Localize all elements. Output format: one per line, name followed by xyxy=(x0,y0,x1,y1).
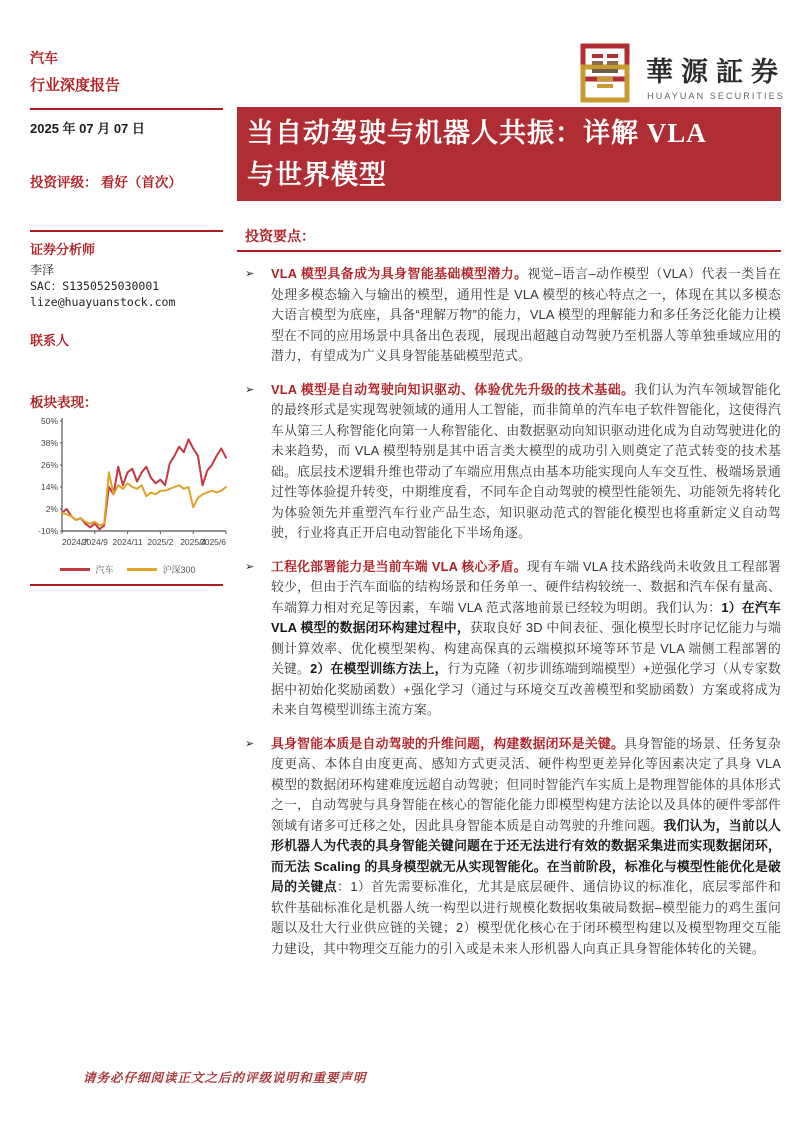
analyst-email: lize@huayuanstock.com xyxy=(30,295,176,309)
legend-label: 沪深300 xyxy=(162,565,196,575)
bullet-text: VLA 模型具备成为具身智能基础模型潜力。视觉–语言–动作模型（VLA）代表一类旨在处理多模态输入与输出的模型，通用性是 VLA 模型的核心特点之一，体现在其以多模态大语言模型为底座，具备“理解万物”的能力，VLA 模型的理解能力和多任务泛化能力让模型在不同的应用场景中具备出色表现，展现出超越自动驾驶乃至机器人等单独垂域应用的潜力，有望成为广义具身智能基础模型范式。 xyxy=(271,266,782,363)
brand-name-cn: 華源証券 xyxy=(646,57,786,87)
svg-text:2025/2: 2025/2 xyxy=(147,537,174,547)
report-title: 当自动驾驶与机器人共振：详解 VLA 与世界模型 xyxy=(247,118,707,190)
footer-disclaimer: 请务必仔细阅读正文之后的评级说明和重要声明 xyxy=(83,1071,367,1085)
bullet-arrow-icon: ➢ xyxy=(245,560,255,573)
bullet-arrow-icon: ➢ xyxy=(245,737,255,750)
svg-text:50%: 50% xyxy=(40,416,58,426)
company-logo xyxy=(578,42,786,109)
chart-legend xyxy=(30,563,226,576)
contact-section-title: 联系人 xyxy=(30,333,70,348)
sidebar-divider xyxy=(30,584,223,586)
brand-name-en: HUAYUAN SECURITIES xyxy=(647,91,785,101)
analyst-section-title: 证券分析师 xyxy=(30,242,96,257)
highlights-bullet-list xyxy=(245,264,781,972)
bullet-arrow-icon: ➢ xyxy=(245,268,255,280)
sector-performance-title: 板块表现： xyxy=(30,395,98,410)
svg-text:26%: 26% xyxy=(40,460,58,470)
svg-text:2025/6: 2025/6 xyxy=(200,537,226,547)
report-type-label: 行业深度报告 xyxy=(30,78,121,94)
rating-value: 看好（首次） xyxy=(100,175,182,190)
legend-item xyxy=(127,563,195,576)
legend-label: 汽车 xyxy=(95,565,114,575)
svg-text:38%: 38% xyxy=(40,438,58,448)
sidebar-divider xyxy=(30,108,223,110)
sidebar-divider xyxy=(30,230,223,232)
line-chart xyxy=(28,413,230,563)
investment-rating xyxy=(30,171,182,191)
svg-text:2024/9: 2024/9 xyxy=(81,537,108,547)
svg-text:2025/4: 2025/4 xyxy=(180,537,207,547)
svg-text:2024/7: 2024/7 xyxy=(62,537,88,547)
highlight-bullet xyxy=(245,380,781,544)
analyst-name: 李泽 xyxy=(30,263,55,277)
sector-performance-chart xyxy=(28,413,230,563)
highlights-header xyxy=(237,226,781,252)
legend-item xyxy=(60,563,113,576)
bullet-text: 具身智能本质是自动驾驶的升维问题，构建数据闭环是关键。具身智能的场景、任务复杂度更高、本体自由度更高、感知方式更灵活、硬件构型更差异化等因素决定了具身 VLA 模型的数据闭环构建难度远超自动驾驶；但同时智能汽车实质上是物理智能体的具体形式之一，自动驾驶与具身智能在核心的智能化能力即模型构建方法论以及具体的硬件零部件领域有诸多可迁移之处，因此具身智能本质是自动驾驶的升维问题。我们认为，当前以人形机器人为代表的具身智能关键问题在于还无法进行有效的数据采集进而实现数据闭环，而无法 Scaling 的具身模型就无从实现智能化。在当前阶段，标准化与模型性能优化是破局的关键点：1）首先需要标准化，尤其是底层硬件、通信协议的标准化，底层零部件和软件基础标准化是机器人统一构型以进行规模化数据收集破局数据–模型能力的鸡生蛋问题以及壮大行业供应链的关键；2）模型优化核心在于闭环模型构建以及模型物理交互能力建设，其中物理交互能力的引入或是未来人形机器人向真正具身智能体转化的关键。 xyxy=(271,735,782,956)
highlight-bullet xyxy=(245,557,781,721)
bullet-arrow-icon: ➢ xyxy=(245,383,255,396)
huayuan-seal-icon xyxy=(578,42,636,109)
bullet-text: 工程化部署能力是当前车端 VLA 核心矛盾。现有车端 VLA 技术路线尚未收敛且工程部署较少，但由于汽车面临的结构场景和任务单一、硬件结构较统一、数据和汽车保有量高、车端算力相对充足等因素，车端 VLA 范式落地前景已经较为明朗。我们认为：1）在汽车 VLA 模型的数据闭环构建过程中，获取良好 3D 中间表征、强化模型长时序记忆能力与端侧计算效率、优化模型架构、构建高保真的云端模拟环境等环节是 VLA 端侧工程部署的关键。2）在模型训练方法上，行为克隆（初步训练端到端模型）+逆强化学习（从专家数据中初始化奖励函数）+强化学习（通过与环境交互改善模型和奖励函数）方案或将成为未来自驾模型训练主流方案。 xyxy=(271,558,781,717)
industry-label: 汽车 xyxy=(30,52,58,67)
legend-line-swatch xyxy=(60,568,90,571)
highlight-bullet xyxy=(245,264,781,367)
highlights-section-title: 投资要点： xyxy=(245,230,315,245)
analyst-sac-number: SAC：S1350525030001 xyxy=(30,279,160,293)
svg-text:-10%: -10% xyxy=(38,526,58,536)
report-title-banner xyxy=(237,107,781,201)
report-date: 2025 年 07 月 07 日 xyxy=(30,121,145,136)
rating-label: 投资评级： xyxy=(30,175,98,190)
svg-text:2%: 2% xyxy=(45,504,58,514)
highlight-bullet xyxy=(245,734,781,960)
svg-text:2024/11: 2024/11 xyxy=(112,537,143,547)
legend-line-swatch xyxy=(127,568,157,571)
svg-text:14%: 14% xyxy=(40,482,58,492)
bullet-text: VLA 模型是自动驾驶向知识驱动、体验优先升级的技术基础。我们认为汽车领域智能化的最终形式是实现驾驶领域的通用人工智能，而非简单的汽车电子软件智能化，这使得汽车从第三人称智能化向第一人称智能化、由数据驱动向知识驱动进化成为自动驾驶进化的未来趋势，而 VLA 模型特别是其中语言类大模型的成功引入则奠定了范式转变的技术基础。底层技术逻辑升维也带动了车端应用焦点由基本功能实现向人车交互性、极端场景通过性等体验提升转变，中期维度看，不同车企自动驾驶的模型性能领先、功能领先将转化为体验领先并重塑汽车行业产品生态，知识驱动范式的智能化模型也将重新定义自动驾驶，行业将真正开启电动智能化下半场角逐。 xyxy=(271,381,781,540)
